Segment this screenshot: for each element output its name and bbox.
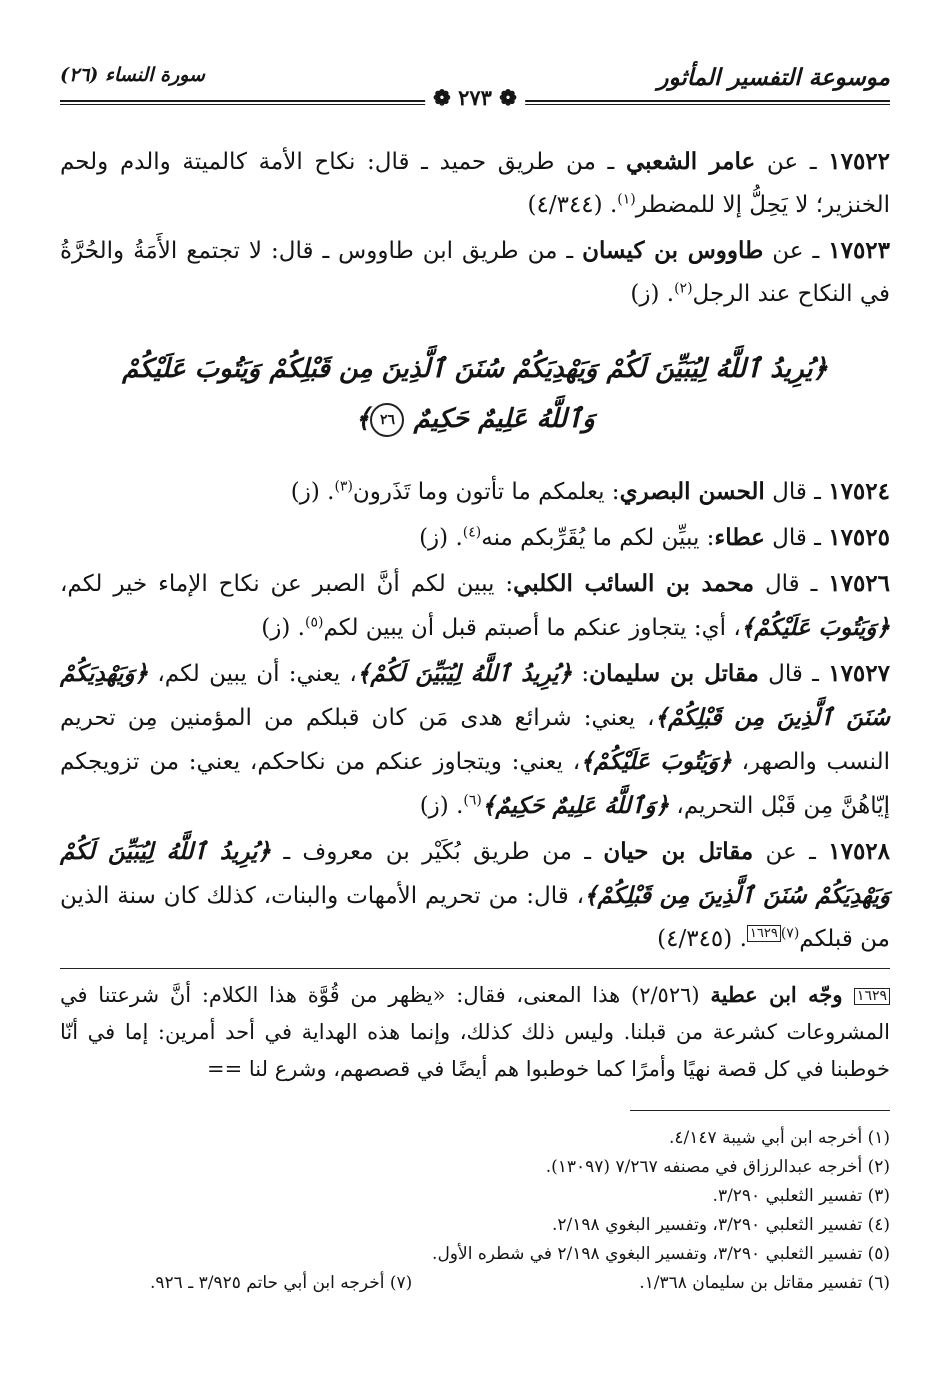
quran-quote: ﴿وَيَتُوبَ عَلَيْكُمْ﴾ bbox=[580, 748, 732, 775]
narrator-name: مقاتل بن حيان bbox=[603, 838, 754, 865]
entry-17525 bbox=[60, 516, 890, 560]
surah-label: سورة النساء (٢٦) bbox=[60, 64, 205, 86]
narrator-name: طاووس بن كيسان bbox=[582, 237, 764, 264]
entry-tail: . (ز) bbox=[419, 525, 463, 551]
commentary-divider bbox=[60, 968, 890, 969]
entry-17523 bbox=[60, 229, 890, 316]
entry-text: ـ من طريق ابن طاووس ـ قال: لا تجتمع الأَمَةُ والحُرَّةُ في النكاح عند الرجل bbox=[60, 238, 890, 307]
entry-number: ١٧٥٢٧ bbox=[828, 660, 890, 687]
entry-text: : يبين لكم أنَّ الصبر عن نكاح الإماء خير لكم، bbox=[60, 571, 514, 597]
commentary-author: وجّه ابن عطية bbox=[710, 982, 854, 1007]
quran-quote: ﴿يُرِيدُ ٱللَّهُ لِيُبَيِّنَ لَكُمْ﴾ bbox=[356, 660, 573, 687]
footnote-6: (٦) تفسير مقاتل بن سليمان ١/٣٦٨. bbox=[639, 1273, 890, 1293]
entry-text: ، يعني: ويتجاوز عنكم من نكاحكم، يعني: من تزويجكم إيّاهُنَّ مِن قَبْل التحريم، bbox=[60, 749, 890, 819]
entry-number: ١٧٥٢٣ bbox=[828, 237, 891, 264]
page-number: ❁ ٢٧٣ ❁ bbox=[425, 85, 525, 110]
verse-close-bracket: ﴾ bbox=[355, 404, 371, 434]
commentary-ref-number: ١٦٢٩ bbox=[854, 988, 890, 1005]
footnote-1: (١) أخرجه ابن أبي شيبة ٤/١٤٧. bbox=[669, 1128, 890, 1148]
entry-prefix: ـ عن bbox=[755, 149, 829, 175]
book-page bbox=[60, 0, 890, 1392]
commentary-ref-box[interactable]: ١٦٢٩ bbox=[747, 925, 781, 942]
book-title: موسوعة التفسير المأثور bbox=[657, 64, 890, 91]
main-text bbox=[60, 140, 890, 963]
entry-text: ـ من طريق بُكَيْر بن معروف ـ bbox=[270, 839, 604, 865]
entry-tail: . (ز) bbox=[261, 615, 305, 641]
quran-quote: ﴿وَٱللَّهُ عَلِيمٌ حَكِيمٌ﴾ bbox=[481, 792, 670, 819]
entry-tail: . (٤/٣٤٥) bbox=[657, 926, 747, 952]
footnote-marker[interactable]: (٧) bbox=[780, 925, 800, 942]
entry-17524 bbox=[60, 470, 890, 514]
entry-number: ١٧٥٢٢ bbox=[828, 148, 891, 175]
narrator-name: محمد بن السائب الكلبي bbox=[513, 570, 755, 597]
footnote-marker[interactable]: (٦) bbox=[463, 792, 482, 809]
entry-text: ، قال: من تحريم الأمهات والبنات، كذلك كان سنة الذين من قبلكم bbox=[60, 883, 890, 952]
entry-prefix: ـ قال bbox=[764, 479, 829, 505]
entry-text: : يعلمكم ما تأتون وما تَذَرون bbox=[352, 479, 620, 505]
entry-17528 bbox=[60, 830, 890, 961]
entry-prefix: ـ قال bbox=[758, 661, 829, 687]
entry-text: : bbox=[572, 661, 590, 687]
footnote-marker[interactable]: (١) bbox=[617, 191, 636, 208]
narrator-name: عطاء bbox=[714, 524, 765, 551]
entry-number: ١٧٥٢٥ bbox=[828, 524, 890, 551]
ayah-number-icon: ٢٦ bbox=[370, 403, 404, 437]
footnote-marker[interactable]: (٤) bbox=[462, 524, 482, 541]
entry-prefix: ـ عن bbox=[753, 839, 829, 865]
page-number-value: ٢٧٣ bbox=[458, 85, 492, 110]
entry-prefix: ـ قال bbox=[754, 571, 829, 597]
entry-number: ١٧٥٢٨ bbox=[828, 838, 891, 865]
entry-text: ـ من طريق حميد ـ قال: نكاح الأمة كالميتة والدم ولحم الخنزير؛ لا يَحِلُّ إلا للمضطر bbox=[60, 149, 890, 218]
running-header bbox=[60, 56, 890, 110]
footnote-marker[interactable]: (٥) bbox=[304, 614, 324, 631]
footnote-3: (٣) تفسير الثعلبي ٣/٢٩٠. bbox=[712, 1186, 890, 1206]
footnotes-divider bbox=[630, 1110, 890, 1111]
footnote-4: (٤) تفسير الثعلبي ٣/٢٩٠، وتفسير البغوي ٢/١٩٨. bbox=[552, 1215, 890, 1235]
entry-tail: . (ز) bbox=[290, 479, 335, 505]
narrator-name: الحسن البصري bbox=[619, 478, 765, 505]
quran-quote: ﴿وَيَتُوبَ عَلَيْكُمْ﴾ bbox=[740, 614, 890, 641]
quran-quote: ﴿وَيَهْدِيَكُمْ سُنَنَ ٱلَّذِينَ مِن قَبْلِكُمْ﴾ bbox=[60, 660, 890, 731]
entry-17527 bbox=[60, 652, 890, 828]
commentary-block bbox=[60, 976, 890, 1088]
entry-number: ١٧٥٢٤ bbox=[828, 478, 890, 505]
entry-tail: . (٤/٣٤٤) bbox=[527, 192, 618, 218]
commentary-text: (٢/٥٢٦) هذا المعنى، فقال: «يظهر من قُوَّة هذا الكلام: أنَّ شرعتنا في المشروعات كشرعة من قبلنا. وليس ذلك كذلك، وإنما هذه الهداية في أحد أمرين: إما في أنّا خوطبنا في كل قصة نهيًا وأمرًا كما خوطبوا هم أيضًا في قصصهم، وشرع لنا == bbox=[60, 983, 890, 1081]
footnote-7: (٧) أخرجه ابن أبي حاتم ٣/٩٢٥ ـ ٩٢٦. bbox=[150, 1273, 413, 1293]
entry-number: ١٧٥٢٦ bbox=[828, 570, 891, 597]
verse-line-2 bbox=[60, 394, 890, 444]
footnotes bbox=[60, 1124, 890, 1298]
entry-17522 bbox=[60, 140, 890, 227]
quran-quote: ﴿يُرِيدُ ٱللَّهُ لِيُبَيِّنَ لَكُمْ وَيَهْدِيَكُمْ سُنَنَ ٱلَّذِينَ مِن قَبْلِكُمْ﴾ bbox=[60, 838, 891, 909]
entry-text: ، يعني: شرائع هدى مَن كان قبلكم من المؤمنين مِن تحريم النسب والصهر، bbox=[60, 705, 890, 775]
footnote-marker[interactable]: (٢) bbox=[674, 280, 693, 297]
entry-17526 bbox=[60, 562, 890, 650]
entry-prefix: ـ قال bbox=[764, 525, 829, 551]
entry-prefix: ـ عن bbox=[763, 238, 829, 264]
entry-text: ، أي: يتجاوز عنكم ما أصبتم قبل أن يبين لكم bbox=[323, 615, 741, 641]
verse-line-2-text: وَٱللَّهُ عَلِيمٌ حَكِيمٌ bbox=[413, 404, 595, 434]
entry-text: ، يعني: أن يبين لكم، bbox=[148, 661, 357, 687]
narrator-name: عامر الشعبي bbox=[625, 148, 756, 175]
footnote-5: (٥) تفسير الثعلبي ٣/٢٩٠، وتفسير البغوي ٢/١٩٨ في شطره الأول. bbox=[432, 1244, 890, 1264]
verse-line-1: ﴿يُرِيدُ ٱللَّهُ لِيُبَيِّنَ لَكُمْ وَيَهْدِيَكُمْ سُنَنَ ٱلَّذِينَ مِن قَبْلِكُمْ وَيَتُوبَ عَلَيْكُمْ bbox=[122, 354, 828, 384]
quran-verse bbox=[60, 344, 890, 444]
footnote-2: (٢) أخرجه عبدالرزاق في مصنفه ٧/٢٦٧ (١٣٠٩٧). bbox=[545, 1157, 890, 1177]
footnote-row-6-7 bbox=[150, 1269, 890, 1298]
narrator-name: مقاتل بن سليمان bbox=[589, 660, 759, 687]
entry-tail: . (ز) bbox=[630, 281, 675, 307]
entry-text: : يبيِّن لكم ما يُقَرِّبكم منه bbox=[481, 525, 715, 551]
entry-tail: . (ز) bbox=[419, 793, 464, 819]
footnote-marker[interactable]: (٣) bbox=[334, 478, 353, 495]
